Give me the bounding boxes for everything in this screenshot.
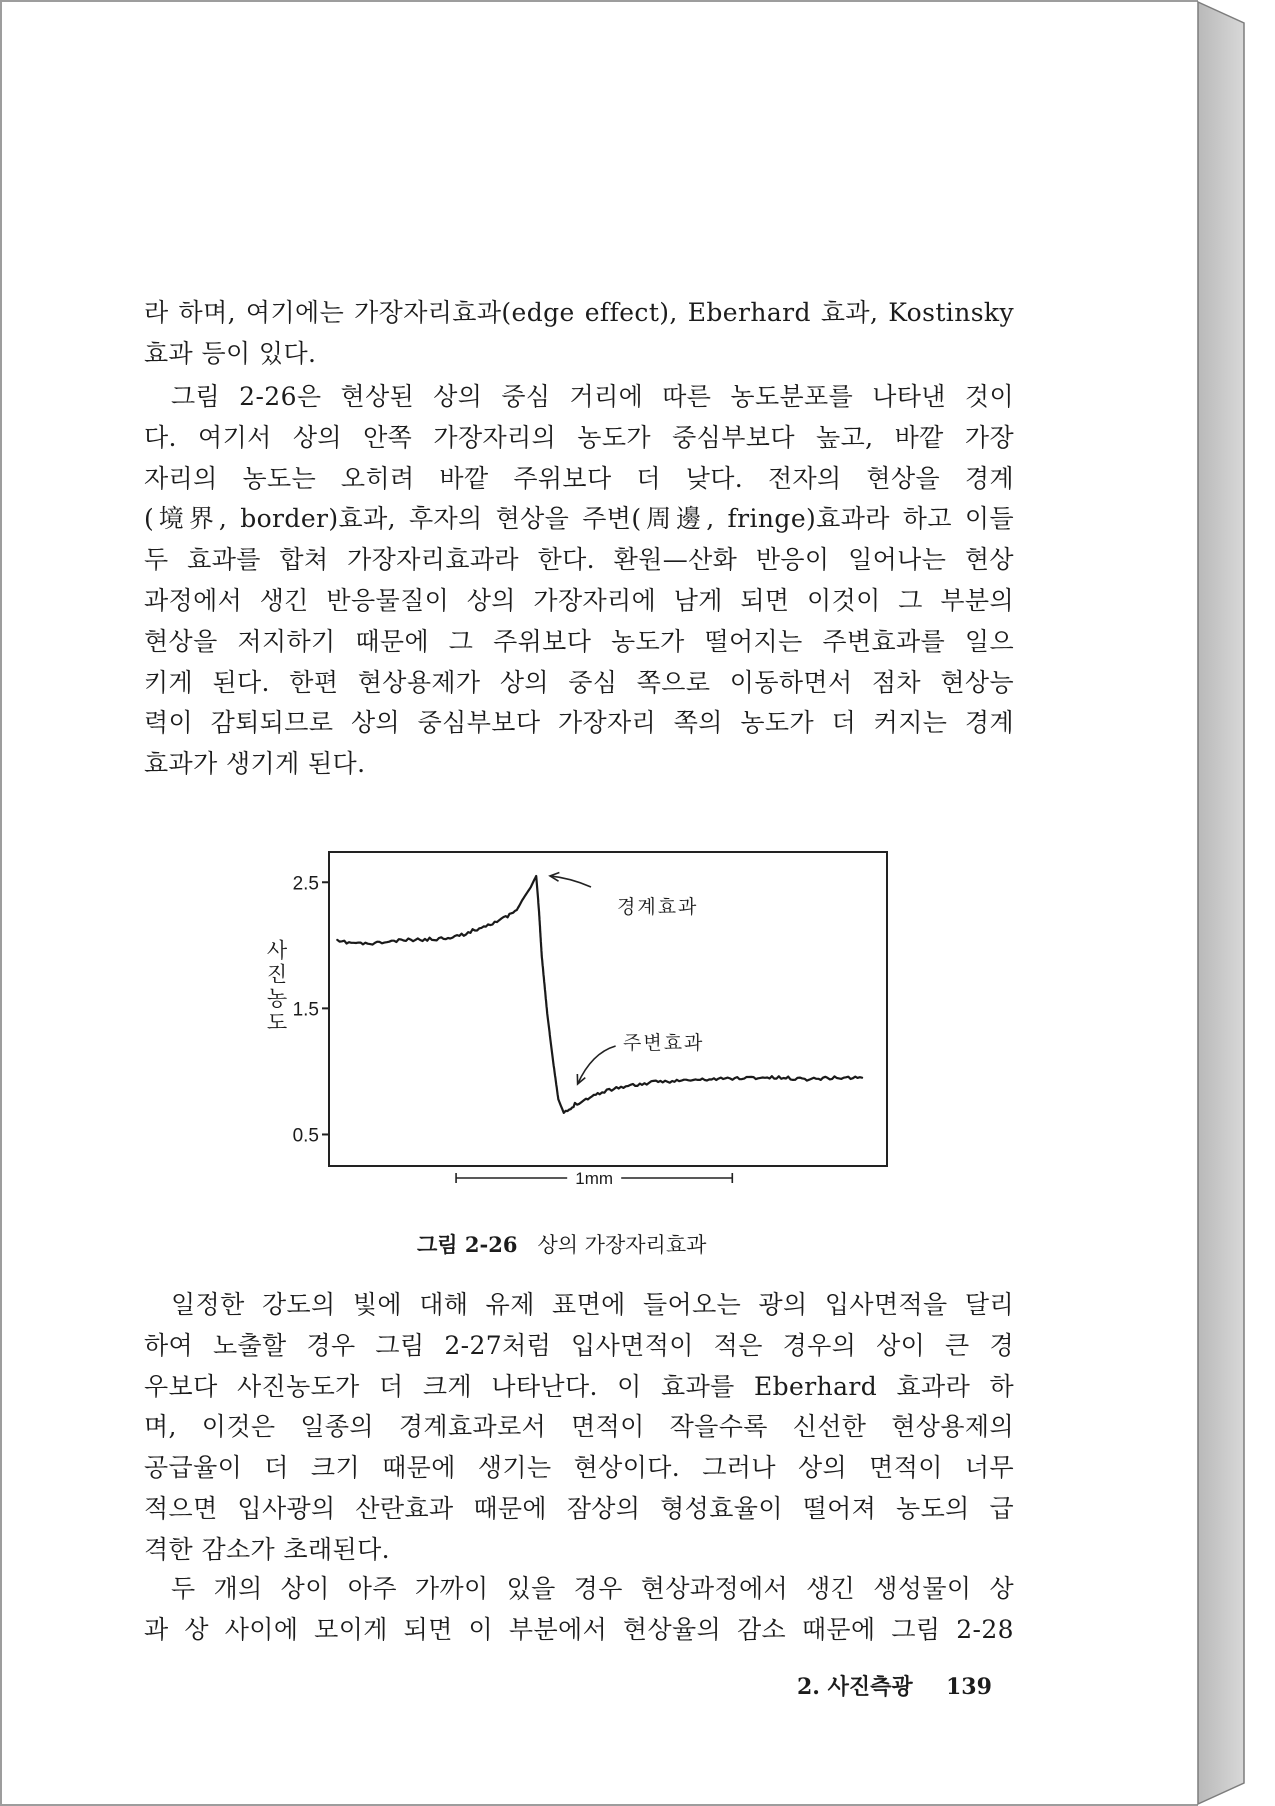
figure-caption [417, 1231, 706, 1259]
y-tick-label: 0.5 [292, 1125, 319, 1147]
paragraph-1 [144, 293, 1014, 375]
text-line: 공급율이 더 크기 때문에 생기는 현상이다. 그러나 상의 면적이 너무 [144, 1453, 1014, 1483]
page-number: 139 [946, 1674, 992, 1700]
text-line: 력이 감퇴되므로 상의 중심부보다 가장자리 쪽의 농도가 더 커지는 경계 [144, 708, 1014, 738]
paragraph-4 [144, 1569, 1014, 1651]
paragraph-3 [144, 1285, 1014, 1571]
text-line: 효과가 생기게 된다. [144, 749, 366, 779]
text-line: 키게 된다. 한편 현상용제가 상의 중심 쪽으로 이동하면서 점차 현상능 [144, 667, 1014, 697]
text-line: 적으면 입사광의 산란효과 때문에 잠상의 형성효율이 떨어져 농도의 급 [144, 1493, 1014, 1523]
y-axis-label: 사진농도 [264, 939, 288, 1035]
text-line: 두 효과를 합쳐 가장자리효과라 한다. 환원—산화 반응이 일어나는 현상 [144, 545, 1014, 575]
y-tick-label: 1.5 [292, 999, 319, 1021]
text-line: 현상을 저지하기 때문에 그 주위보다 농도가 떨어지는 주변효과를 일으 [144, 626, 1014, 656]
figure-caption-label: 그림 2-26 [417, 1232, 518, 1257]
text-line: 일정한 강도의 빛에 대해 유제 표면에 들어오는 광의 입사면적을 달리 [171, 1290, 1014, 1319]
figure-2-26 [240, 840, 940, 1200]
text-line: 과 상 사이에 모이게 되면 이 부분에서 현상율의 감소 때문에 그림 2-28 [144, 1614, 1014, 1644]
running-footer-section: 2. 사진측광 [797, 1674, 913, 1700]
annotation-label-fringe-effect: 주변효과 [623, 1032, 705, 1054]
density-curve [337, 876, 862, 1113]
figure-caption-text: 상의 가장자리효과 [537, 1233, 707, 1257]
text-line: 효과 등이 있다. [144, 338, 317, 368]
text-line: 자리의 농도는 오히려 바깥 주위보다 더 낮다. 전자의 현상을 경계 [144, 463, 1014, 493]
density-chart [240, 840, 940, 1200]
text-line: (境界, border)효과, 후자의 현상을 주변(周邊, fringe)효과라 하고 이들 [144, 504, 1014, 534]
text-line: 우보다 사진농도가 더 크게 나타난다. 이 효과를 Eberhard 효과라 하 [144, 1371, 1014, 1401]
y-tick-label: 2.5 [292, 873, 319, 895]
text-line: 격한 감소가 초래된다. [144, 1534, 390, 1564]
page-stack-side [1198, 2, 1244, 1804]
text-line: 두 개의 상이 아주 가까이 있을 경우 현상과정에서 생긴 생성물이 상 [171, 1574, 1014, 1603]
text-line: 과정에서 생긴 반응물질이 상의 가장자리에 남게 되면 이것이 그 부분의 [144, 585, 1014, 615]
annotation-arrow [550, 876, 591, 887]
text-line: 라 하며, 여기에는 가장자리효과(edge effect), Eberhard 효과, Kostinsky [144, 298, 1014, 327]
scale-bar-label: 1mm [575, 1169, 614, 1188]
text-line: 며, 이것은 일종의 경계효과로서 면적이 작을수록 신선한 현상용제의 [144, 1412, 1014, 1442]
chart-marks [293, 852, 887, 1183]
text-line: 그림 2-26은 현상된 상의 중심 거리에 따른 농도분포를 나타낸 것이 [171, 382, 1014, 411]
plot-frame [329, 852, 887, 1166]
page-stack-edge [1190, 0, 1275, 1806]
text-line: 하여 노출할 경우 그림 2-27처럼 입사면적이 적은 경우의 상이 큰 경 [144, 1330, 1014, 1360]
annotation-label-border-effect: 경계효과 [617, 896, 699, 918]
text-line: 다. 여기서 상의 안쪽 가장자리의 농도가 중심부보다 높고, 바깥 가장 [144, 422, 1014, 452]
paragraph-2 [144, 377, 1014, 785]
